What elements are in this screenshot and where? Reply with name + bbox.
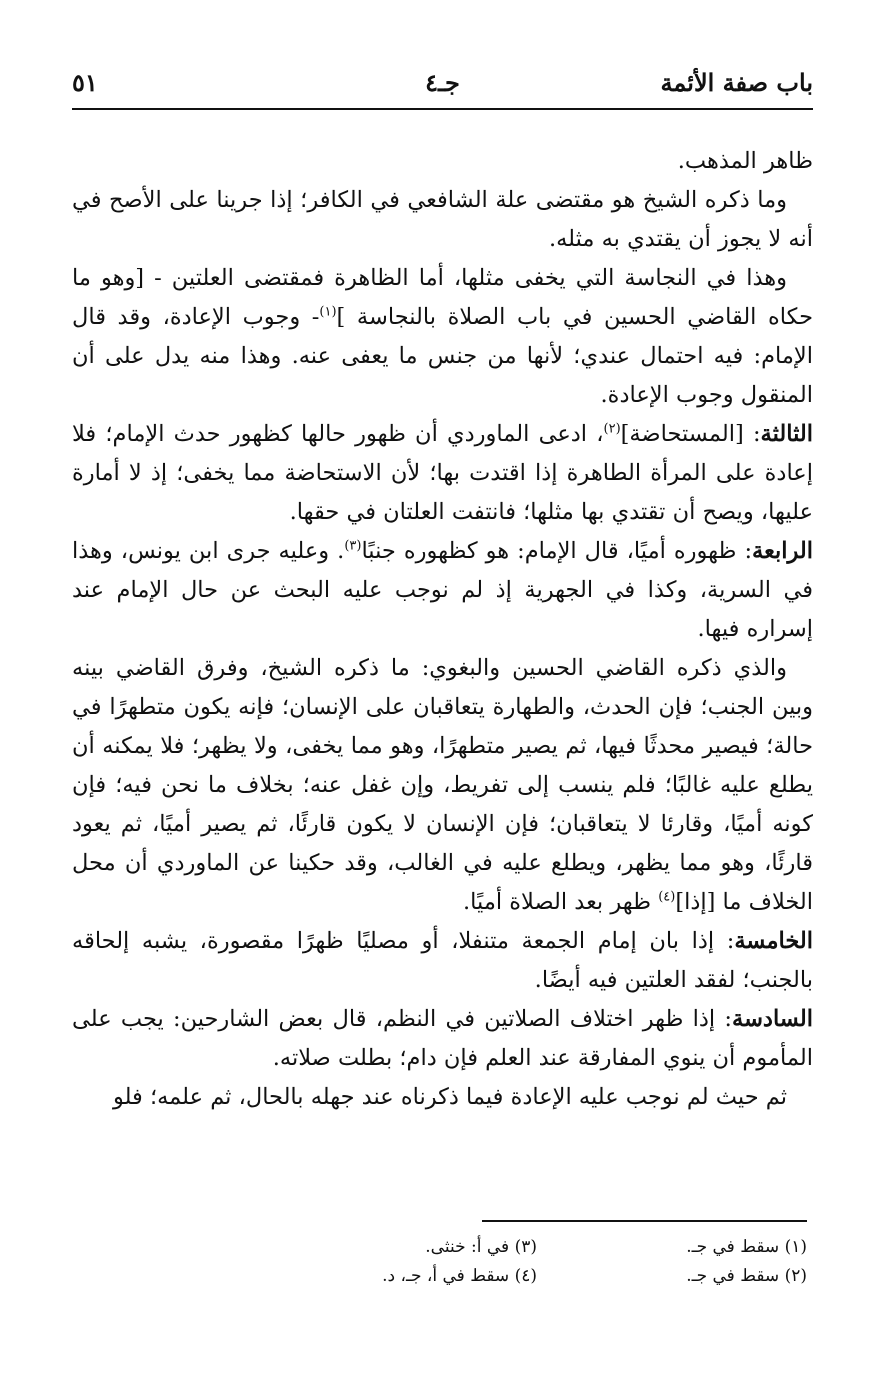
paragraph-text: ، ادعى الماوردي أن ظهور حالها كظهور حدث الإمام؛ فلا إعادة على المرأة الطاهرة إذا اقتدت بها؛ لأن الاستحاضة مما يخفى؛ إذ لا أمارة عليها، ويصح أن تقتدي بها مثلها؛ فانتفت العلتان في حقها. [72,421,813,525]
section-term: الرابعة [752,538,813,564]
section-term: السادسة [732,1006,813,1032]
paragraph [72,532,813,649]
paragraph [72,922,813,1000]
section-term: الثالثة [760,421,813,447]
paragraph-text: والذي ذكره القاضي الحسين والبغوي: ما ذكره الشيخ، وفرق القاضي بينه وبين الجنب؛ فإن الحدث، والطهارة يتعاقبان على الإنسان؛ فإنه يكون متطهرًا في حالة؛ فيصير محدثًا فيها، ثم يصير متطهرًا، وهو مما يخفى، ولا يظهر؛ فلا يمكنه أن يطلع عليه غالبًا؛ فلم ينسب إلى تفريط، وإن غفل عنه؛ بخلاف ما نحن فيه؛ فإن كونه أميًا، وقارئا لا يتعاقبان؛ فإن الإنسان لا يكون قارئًا، ثم يصير أميًا، ثم يعود قارئًا، وهو مما يظهر، ويطلع عليه في الغالب، وقد حكينا عن الماوردي أن محل الخلاف ما [إذا] [72,655,813,915]
paragraph-text: ظهر بعد الصلاة أميًا. [463,889,659,915]
paragraph-text: . وعليه جرى ابن يونس، وهذا في السرية، وكذا في الجهرية إذ لم نوجب عليه البحث عن حال الإمام عند إسراره فيها. [72,538,813,642]
footnote-divider [482,1220,807,1222]
paragraph-text: : إذا ظهر اختلاف الصلاتين في النظم، قال بعض الشارحين: يجب على المأموم أن ينوي المفارقة عند العلم فإن دام؛ بطلت صلاته. [72,1006,813,1071]
paragraph [72,649,813,922]
running-header [72,62,813,102]
footnote-3: (٣) في أ: خنثى. [425,1237,537,1257]
footnote-ref: (١) [319,304,337,320]
volume-label: جـ٤ [425,67,460,97]
section-term: الخامسة [734,928,813,954]
paragraph [72,1000,813,1078]
paragraph-text: وهذا في النجاسة التي يخفى مثلها، أما الظاهرة فمقتضى العلتين - [وهو ما حكاه القاضي الحسين في باب الصلاة بالنجاسة ] [72,265,814,330]
paragraph-text: : [المستحاضة] [620,421,761,447]
paragraph-text: - وجوب الإعادة، وقد قال الإمام: فيه احتمال عندي؛ لأنها من جنس ما يعفى عنه. وهذا منه يدل على أن المنقول وجوب الإعادة. [72,304,813,408]
paragraph-text: : إذا بان إمام الجمعة متنفلا، أو مصليًا ظهرًا مقصورة، يشبه إلحاقه بالجنب؛ لفقد العلتين فيه أيضًا. [72,928,813,993]
footnote-4: (٤) سقط في أ، جـ، د. [382,1266,537,1286]
footnote-ref: (٣) [344,538,362,554]
paragraph: وما ذكره الشيخ هو مقتضى علة الشافعي في الكافر؛ إذا جرينا على الأصح في أنه لا يجوز أن يقتدي به مثله. [72,187,813,252]
chapter-title: باب صفة الأئمة [660,67,813,97]
paragraph-text: : ظهوره أميًا، قال الإمام: هو كظهوره جنبًا [361,538,753,564]
footnote-row [287,1262,807,1291]
main-text [72,142,813,1117]
footnote-ref: (٢) [603,421,621,437]
paragraph: ثم حيث لم نوجب عليه الإعادة فيما ذكرناه عند جهله بالحال، ثم علمه؛ فلو [112,1084,787,1110]
header-divider [72,108,813,110]
footnote-2: (٢) سقط في جـ. [686,1266,807,1286]
footnote-1: (١) سقط في جـ. [686,1237,807,1257]
paragraph [72,415,813,532]
footnotes [287,1233,807,1291]
page-number: ٥١ [72,67,98,97]
footnote-ref: (٤) [658,889,676,905]
paragraph: ظاهر المذهب. [677,148,813,174]
footnote-row [287,1233,807,1262]
paragraph [72,259,813,415]
